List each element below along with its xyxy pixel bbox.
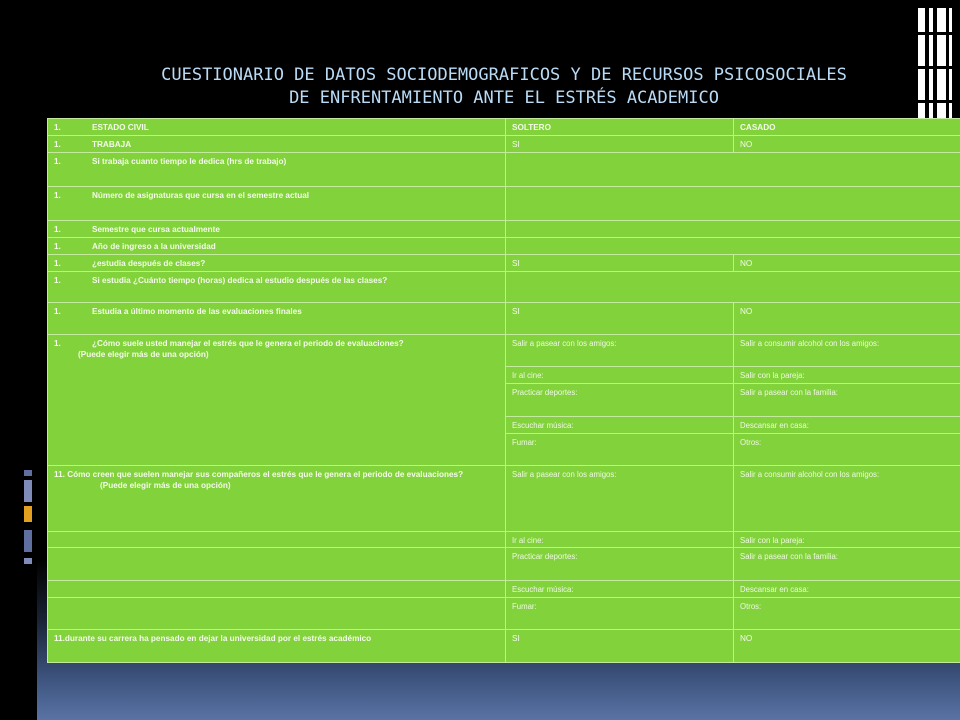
option-cell[interactable]: Salir con la pareja:: [734, 532, 960, 548]
option-cell[interactable]: Salir con la pareja:: [734, 367, 960, 384]
question-cell: [48, 581, 506, 598]
question-cell: 1. Estudia a último momento de las evaluaciones finales: [48, 303, 506, 335]
question-cell: 1. ¿Cómo suele usted manejar el estrés que le genera el periodo de evaluaciones? (Puede elegir más de una opción): [48, 335, 506, 466]
option-cell[interactable]: Escuchar música:: [506, 417, 734, 434]
option-cell[interactable]: Practicar deportes:: [506, 548, 734, 581]
answer-cell[interactable]: NO: [734, 136, 960, 153]
question-cell: [48, 532, 506, 548]
question-cell: 1. Número de asignaturas que cursa en el semestre actual: [48, 187, 506, 221]
answer-cell[interactable]: [506, 187, 960, 221]
accent-mark: [24, 530, 32, 552]
table-row: [48, 548, 960, 581]
option-cell[interactable]: Descansar en casa:: [734, 581, 960, 598]
answer-cell[interactable]: [506, 153, 960, 187]
table-row: [48, 303, 960, 335]
table-row: [48, 598, 960, 630]
question-cell: 1. ¿estudia después de clases?: [48, 255, 506, 272]
option-cell[interactable]: Salir a pasear con la familia:: [734, 384, 960, 417]
question-cell: 1. Si estudia ¿Cuánto tiempo (horas) dedica al estudio después de las clases?: [48, 272, 506, 303]
answer-cell[interactable]: SI: [506, 630, 734, 663]
table-row: [48, 272, 960, 303]
answer-cell[interactable]: [506, 272, 960, 303]
accent-mark: [24, 558, 32, 564]
question-cell: [48, 598, 506, 630]
accent-mark: [24, 470, 32, 476]
answer-cell[interactable]: NO: [734, 303, 960, 335]
table-row: [48, 581, 960, 598]
option-cell[interactable]: Fumar:: [506, 598, 734, 630]
option-cell[interactable]: Salir a pasear con la familia:: [734, 548, 960, 581]
title-line-1: CUESTIONARIO DE DATOS SOCIODEMOGRAFICOS Y DE RECURSOS PSICOSOCIALES: [161, 65, 847, 85]
decor-gap: [918, 32, 952, 35]
option-cell[interactable]: Salir a consumir alcohol con los amigos:: [734, 466, 960, 532]
table-row: [48, 532, 960, 548]
option-cell[interactable]: Escuchar música:: [506, 581, 734, 598]
survey-table: [47, 118, 960, 663]
answer-cell[interactable]: SI: [506, 255, 734, 272]
answer-cell[interactable]: [506, 221, 960, 238]
question-cell: 1. Año de ingreso a la universidad: [48, 238, 506, 255]
option-cell[interactable]: Descansar en casa:: [734, 417, 960, 434]
answer-cell[interactable]: [506, 238, 960, 255]
answer-cell[interactable]: SOLTERO: [506, 119, 734, 136]
question-cell: 1. TRABAJA: [48, 136, 506, 153]
option-cell[interactable]: Salir a consumir alcohol con los amigos:: [734, 335, 960, 367]
accent-mark: [24, 506, 32, 522]
question-cell: 11. Cómo creen que suelen manejar sus compañeros el estrés que le genera el periodo de evaluaciones? (Puede elegir más de una opción): [48, 466, 506, 532]
answer-cell[interactable]: NO: [734, 630, 960, 663]
table-row: [48, 335, 960, 367]
answer-cell[interactable]: SI: [506, 136, 734, 153]
left-accent-marks: [24, 470, 36, 700]
option-cell[interactable]: Ir al cine:: [506, 367, 734, 384]
option-cell[interactable]: Fumar:: [506, 434, 734, 466]
table-row: [48, 119, 960, 136]
table-row: [48, 136, 960, 153]
title-line-2: DE ENFRENTAMIENTO ANTE EL ESTRÉS ACADEMICO: [289, 88, 719, 108]
accent-mark: [24, 480, 32, 502]
option-cell[interactable]: Otros:: [734, 434, 960, 466]
table-row: [48, 153, 960, 187]
question-cell: 11.durante su carrera ha pensado en dejar la universidad por el estrés académico: [48, 630, 506, 663]
option-cell[interactable]: Otros:: [734, 598, 960, 630]
table-row: [48, 221, 960, 238]
option-cell[interactable]: Salir a pasear con los amigos:: [506, 466, 734, 532]
table-row: [48, 238, 960, 255]
question-cell: [48, 548, 506, 581]
answer-cell[interactable]: CASADO: [734, 119, 960, 136]
question-cell: 1. Si trabaja cuanto tiempo le dedica (hrs de trabajo): [48, 153, 506, 187]
page-title: [55, 64, 953, 110]
question-cell: 1. ESTADO CIVIL: [48, 119, 506, 136]
table-row: [48, 630, 960, 663]
question-cell: 1. Semestre que cursa actualmente: [48, 221, 506, 238]
option-cell[interactable]: Practicar deportes:: [506, 384, 734, 417]
table-row: [48, 255, 960, 272]
option-cell[interactable]: Ir al cine:: [506, 532, 734, 548]
answer-cell[interactable]: NO: [734, 255, 960, 272]
table-row: [48, 466, 960, 532]
answer-cell[interactable]: SI: [506, 303, 734, 335]
option-cell[interactable]: Salir a pasear con los amigos:: [506, 335, 734, 367]
table-row: [48, 187, 960, 221]
